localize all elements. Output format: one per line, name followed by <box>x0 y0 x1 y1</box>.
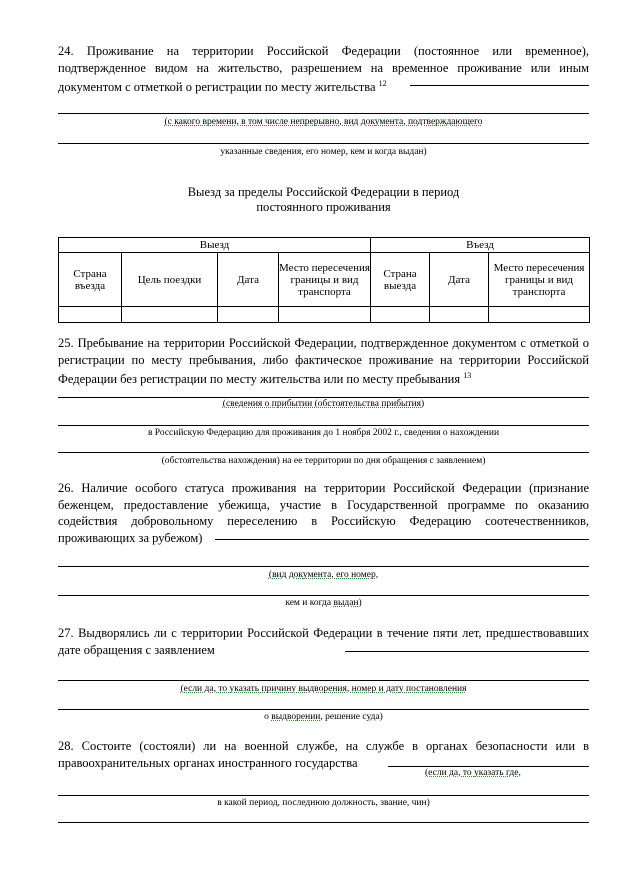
s28-fill-line-2[interactable] <box>58 795 589 796</box>
s24-fill-line-1[interactable] <box>410 85 589 86</box>
table-row <box>59 307 590 323</box>
s25-caption-1: (сведения о прибытии (обстоятельства прибытия) <box>222 399 425 409</box>
s24-caption-2: указанные сведения, его номер, кем и когда выдан) <box>220 147 427 157</box>
s28-fill-line-3[interactable] <box>58 822 589 823</box>
footnote-13: 13 <box>463 371 472 380</box>
col-country-exit: Страна выезда <box>371 253 430 307</box>
section-28-text: 28. Состоите (состояли) ли на военной службе, на службе в органах безопасности или в правоохранительных органах иностранного государства <box>58 739 589 770</box>
footnote-12: 12 <box>378 79 387 88</box>
table-group-exit: Выезд <box>59 238 371 253</box>
s26-fill-line-2[interactable] <box>58 566 589 567</box>
col-crossing-entry: Место пересечения границы и вид транспорта <box>489 253 590 307</box>
col-crossing-exit: Место пересечения границы и вид транспорта <box>279 253 371 307</box>
col-country-entry: Страна въезда <box>59 253 122 307</box>
s26-caption-1: (вид документа, его номер, <box>268 570 379 580</box>
table-cell[interactable] <box>122 307 218 323</box>
col-date-exit: Дата <box>218 253 279 307</box>
s24-fill-line-2[interactable] <box>58 113 589 114</box>
table-cell[interactable] <box>59 307 122 323</box>
s24-caption-1: (с какого времени, в том числе непрерывно, вид документа, подтверждающего <box>164 117 483 127</box>
exit-section-title-1: Выезд за пределы Российской Федерации в период <box>187 185 460 199</box>
table-cell[interactable] <box>218 307 279 323</box>
s24-fill-line-3[interactable] <box>58 143 589 144</box>
s27-fill-line-3[interactable] <box>58 709 589 710</box>
section-26-text: 26. Наличие особого статуса проживания на территории Российской Федерации (признание беженцем, предоставление убежища, участие в Государственной программе по оказанию содействия добровольному переселению в Российскую Федерацию соотечественников, проживающих за рубежом) <box>58 481 589 545</box>
table-cell[interactable] <box>371 307 430 323</box>
section-27-text: 27. Выдворялись ли с территории Российской Федерации в течение пяти лет, предшествовавших дате обращения с заявлением <box>58 626 589 657</box>
s26-fill-line-3[interactable] <box>58 595 589 596</box>
s25-fill-line-1[interactable] <box>58 397 589 398</box>
s27-caption-1: (если да, то указать причину выдворения, номер и дату постановления <box>180 684 467 694</box>
s27-fill-line-1[interactable] <box>345 651 589 652</box>
section-24-text: 24. Проживание на территории Российской Федерации (постоянное или временное), подтвержденное видом на жительство, разрешением на временное проживание или иным документом с отметкой о регистрации по месту жительства $^{12}$ <box>58 44 589 95</box>
s27-caption-2: о выдворении, решение суда) <box>264 712 383 722</box>
col-date-entry: Дата <box>430 253 489 307</box>
s26-caption-2: кем и когда выдан) <box>285 598 362 608</box>
s28-caption-1: (если да, то указать где, <box>425 768 521 778</box>
table-cell[interactable] <box>279 307 371 323</box>
s27-fill-line-2[interactable] <box>58 680 589 681</box>
s28-caption-2: в какой период, последнюю должность, звание, чин) <box>217 798 430 808</box>
s25-fill-line-2[interactable] <box>58 425 589 426</box>
table-group-entry: Въезд <box>371 238 590 253</box>
col-trip-purpose: Цель поездки <box>122 253 218 307</box>
exit-section-title-2: постоянного проживания <box>256 200 391 214</box>
s25-fill-line-3[interactable] <box>58 452 589 453</box>
s25-caption-2: в Российскую Федерацию для проживания до 1 ноября 2002 г., сведения о нахождении <box>147 428 500 438</box>
table-cell[interactable] <box>430 307 489 323</box>
exit-entry-table <box>58 237 590 323</box>
s25-caption-3: (обстоятельства нахождения) на ее территории по дня обращения с заявлением) <box>161 456 486 466</box>
s28-fill-line-1[interactable] <box>388 766 589 767</box>
section-25-text: 25. Пребывание на территории Российской Федерации, подтвержденное документом с отметкой о регистрации по месту пребывания, либо фактическое проживание на территории Российской Федерации без регистрации по месту жительства или по месту пребывания $^{13}$ <box>58 336 589 387</box>
table-cell[interactable] <box>489 307 590 323</box>
s26-fill-line-1[interactable] <box>215 539 589 540</box>
